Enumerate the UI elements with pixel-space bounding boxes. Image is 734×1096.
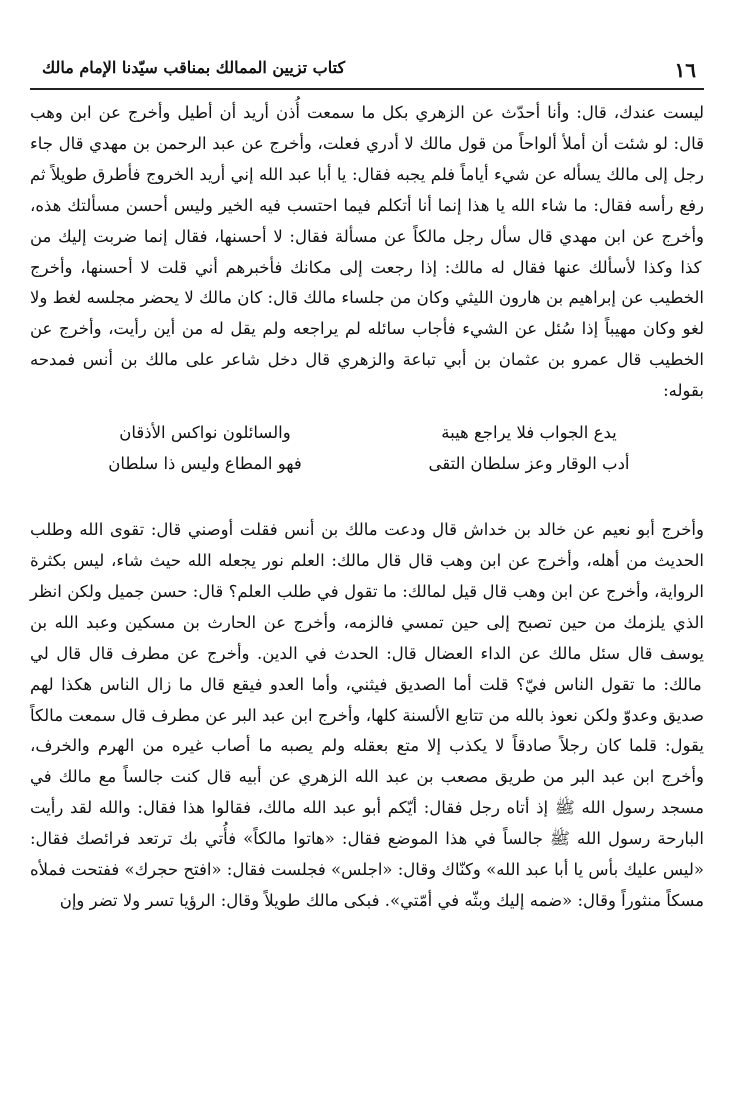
first-hemistich: يدع الجواب فلا يراجع هيبة	[441, 423, 617, 443]
page-number: ١٦	[674, 58, 696, 82]
text-line: تقوى الله وطلب الحديث من أهله، وأخرج عن ابن وهب قال قال مالك: العلم نور	[30, 520, 704, 570]
text-line: أتكلم فيما احتسب فيه الخير وليس أحسن مسألتك هذه، وأخرج عن ابن مهدي قال سأل	[30, 195, 704, 246]
text-line: غيره من الهرم والخرف، وأخرج ابن عبد البر من طريق مصعب بن عبد الله الزهري عن	[30, 736, 704, 787]
text-line: مجلسه لغط ولا لغو وكان مهيباً إذا سُئل عن الشيء فأجاب سائله لم يراجعه ولم يقل له	[30, 288, 704, 339]
text-line: عبد الرحمن بن مهدي قال جاء رجل إلى مالك يسأله عن شيء أياماً فلم يجبه فقال: يا	[30, 133, 704, 184]
running-title: كتاب تزيين الممالك بمناقب سيّدنا الإمام مالك	[42, 58, 346, 77]
text-line: أبيه قال كنت جالساً مع مالك في مسجد رسول الله ﷺ إذ أتاه رجل فقال: أيّكم أبو	[30, 767, 704, 818]
text-line: عن الداء العضال قال: الحدث في الدين. وأخرج عن مطرف قال قال لي مالك: ما	[30, 643, 702, 694]
poem-verse	[70, 448, 664, 479]
text-line: عبد الله مالك، فقالوا هذا فقال: والله لقد رأيت البارحة رسول الله ﷺ جالساً في هذا	[30, 798, 704, 849]
text-line: رجل مالكاً عن مسألة فقال: لا أحسنها، فقال إنما ضربت إليك من كذا وكذا لأسألك	[30, 226, 702, 277]
text-line: عن ابن وهب قال: لو شئت أن أملأ ألواحاً من قول مالك لا أدري فعلت، وأخرج عن	[30, 103, 704, 153]
first-hemistich: أدب الوقار وعز سلطان التقى	[428, 454, 630, 474]
text-line: ليست عندك، قال: وأنا أحدّث عن الزهري بكل ما سمعت أُذن أريد أن أطيل وأخرج	[120, 103, 704, 122]
header-divider	[30, 88, 704, 90]
paragraph-2	[30, 515, 704, 917]
poem-verse	[70, 417, 664, 448]
text-line: عبد الله» وكنّاك وقال: «اجلس» فجلست فقال: «افتح حجرك» ففتحت فملأه مسكاً منثوراً	[30, 860, 704, 910]
text-line: من أين رأيت، وأخرج عن الخطيب قال عمرو بن عثمان بن أبي تباعة والزهري قال دخل	[30, 319, 704, 370]
page-header	[30, 58, 704, 84]
text-line: يجعله الله حيث شاء، ليس بكثرة الرواية، وأخرج عن ابن وهب قال قيل لمالك: ما	[30, 550, 704, 601]
poem	[70, 417, 664, 479]
second-hemistich: والسائلون نواكس الأذقان	[119, 423, 291, 443]
second-hemistich: فهو المطاع وليس ذا سلطان	[108, 454, 302, 474]
text-line: شاعر على مالك بن أنس فمدحه بقوله:	[30, 350, 704, 401]
text-line: الخطيب عن إبراهيم بن هارون الليثي وكان من جلساء مالك قال: كان مالك لا يحضر	[135, 288, 704, 308]
text-line: سمعت مالكاً يقول: قلما كان رجلاً صادقاً لا يكذب إلا متع بعقله ولم يصبه ما أصاب	[30, 705, 704, 756]
text-line: وأخرج أبو نعيم عن خالد بن خداش قال ودعت مالك بن أنس فقلت أوصني قال:	[144, 520, 704, 540]
text-line: وقال: «ضمه إليك وبثّه في أمّتي». فبكى مالك طويلاً وقال: الرؤيا تسر ولا تضر وإن	[59, 890, 616, 910]
text-line: الموضع فقال: «هاتوا مالكاً» فأُتي بك ترتعد فرائصك فقال: «ليس عليك بأس يا أبا	[30, 829, 705, 880]
text-line: حين تمسي فالزمه، وأخرج عن الحارث بن مسكين وعبد الله بن يوسف قال سئل مالك	[30, 612, 704, 663]
text-line: صديق وعدوّ ولكن نعوذ بالله من تتابع الألسنة كلها، وأخرج ابن عبد البر عن مطرف قال	[115, 705, 704, 725]
text-line: تقول الناس فيّ؟ قلت أما الصديق فيثني، وأما العدو فيقع قال ما زال الناس هكذا لهم	[30, 674, 635, 694]
text-line: تقول في طلب العلم؟ قال: حسن جميل ولكن انظر الذي يلزمك من حين تصبح إلى	[30, 581, 704, 632]
page-body	[30, 98, 704, 917]
text-line: عنها فقال له مالك: إذا رجعت إلى مكانك فأخبرهم أني قلت لا أحسنها، وأخرج	[30, 257, 581, 277]
paragraph-1	[30, 98, 704, 407]
text-line: أبا عبد الله إني أريد الخروج فأطرق طويلاً ثم رفع رأسه فقال: ما شاء الله يا هذا إنما أنا	[30, 164, 704, 215]
